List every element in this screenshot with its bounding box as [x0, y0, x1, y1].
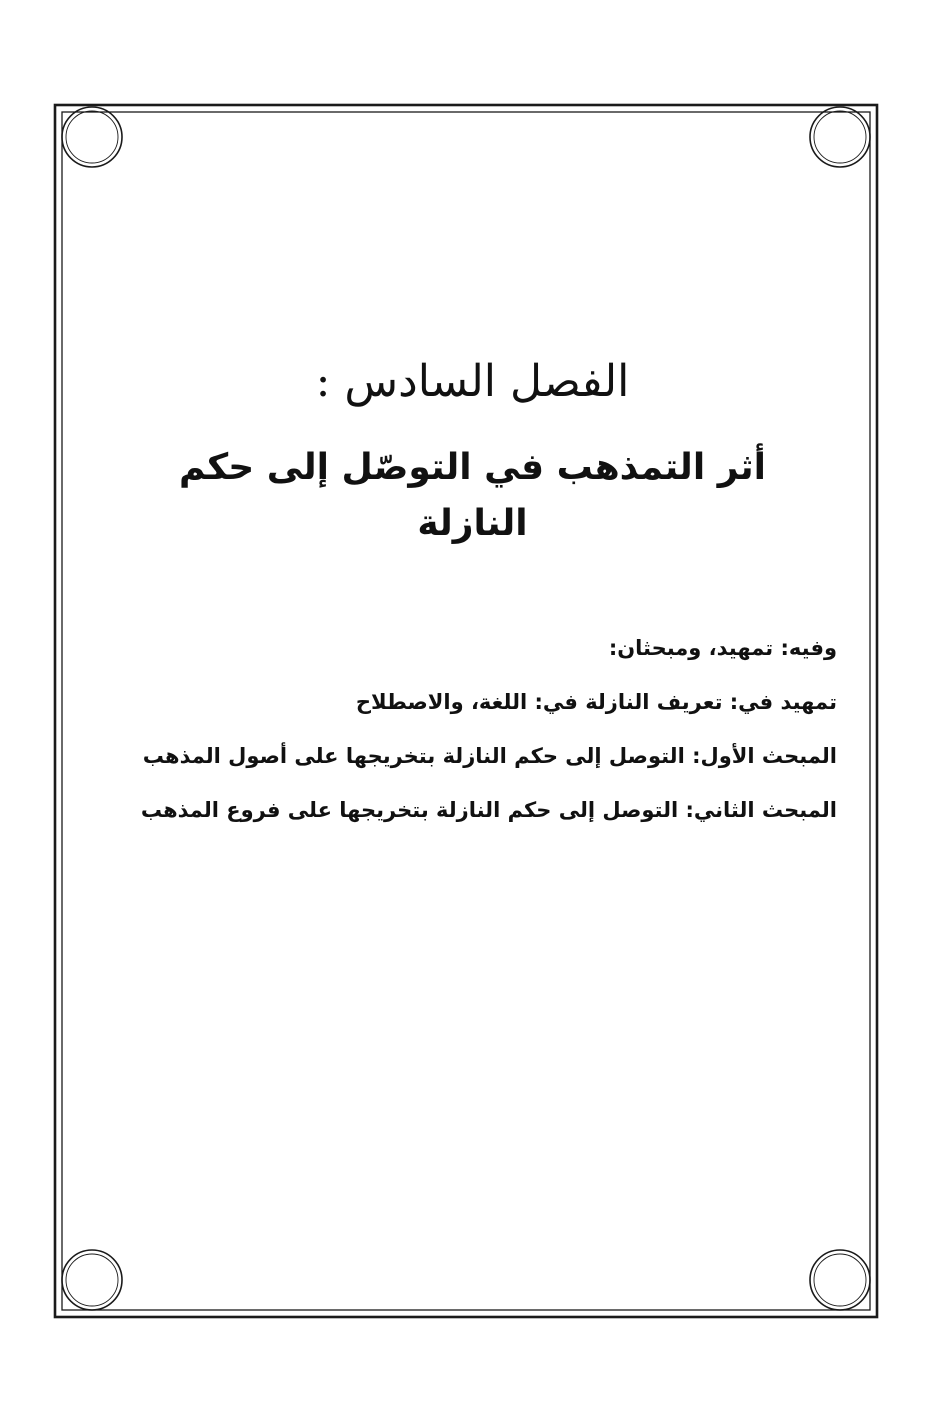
contents-intro: وفيه: تمهيد، ومبحثان: — [608, 636, 837, 660]
chapter-contents — [137, 628, 837, 844]
chapter-subtitle: أثر التمذهب في التوصّل إلى حكم النازلة — [179, 447, 766, 544]
contents-item-introduction: تمهيد في: تعريف النازلة في: اللغة، والاصطلاح — [355, 690, 837, 714]
contents-item-section-1: المبحث الأول: التوصل إلى حكم النازلة بتخريجها على أصول المذهب — [142, 744, 837, 768]
contents-item-section-2: المبحث الثاني: التوصل إلى حكم النازلة بتخريجها على فروع المذهب — [140, 798, 837, 822]
chapter-title: الفصل السادس : — [315, 356, 630, 407]
